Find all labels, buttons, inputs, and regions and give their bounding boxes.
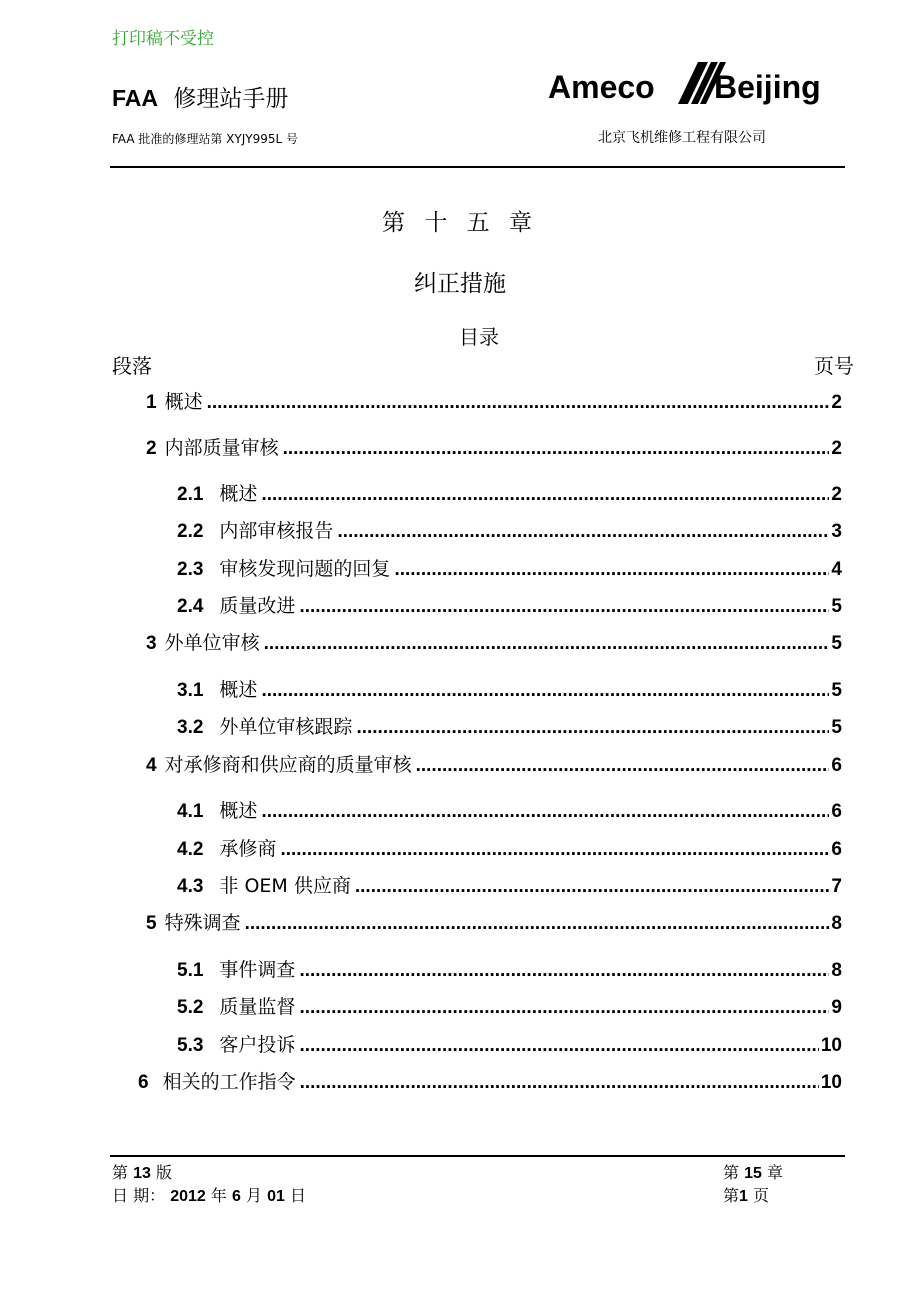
footer-date-label: 日 期： bbox=[112, 1186, 166, 1205]
toc-entry-page: 4 bbox=[831, 559, 842, 580]
footer-date-month: 6 bbox=[231, 1188, 241, 1205]
toc-entry[interactable] bbox=[146, 435, 842, 461]
toc-entry-page: 2 bbox=[831, 392, 842, 413]
toc-entry[interactable] bbox=[177, 677, 842, 703]
toc-entry-label: 概述 bbox=[164, 391, 203, 413]
toc-leader-dots bbox=[207, 390, 830, 416]
toc-entry-label: 概述 bbox=[219, 800, 258, 822]
toc-entry-number: 5 bbox=[146, 913, 157, 934]
footer-edition-suffix: 版 bbox=[156, 1163, 173, 1182]
toc-entry-number: 2.3 bbox=[177, 559, 204, 580]
toc-entry-page: 5 bbox=[831, 680, 842, 701]
toc-entry-label: 内部审核报告 bbox=[219, 520, 334, 542]
toc-entry[interactable] bbox=[177, 1032, 842, 1058]
chapter-number: 第 十 五 章 bbox=[382, 210, 538, 236]
toc-leader-dots bbox=[299, 958, 829, 984]
toc-entry-page: 10 bbox=[820, 1072, 842, 1093]
footer-page bbox=[723, 1183, 769, 1206]
toc-entry-label: 外单位审核跟踪 bbox=[219, 716, 353, 738]
footer-date bbox=[112, 1183, 306, 1206]
toc-leader-dots bbox=[337, 519, 829, 545]
toc-entry[interactable] bbox=[177, 957, 842, 983]
toc-entry-number: 4 bbox=[146, 755, 157, 776]
footer-page-number: 1 bbox=[739, 1188, 748, 1205]
toc-entry[interactable] bbox=[177, 798, 842, 824]
toc-entry-label: 内部质量审核 bbox=[164, 437, 279, 459]
toc-entry-page: 5 bbox=[831, 596, 842, 617]
toc-entry-number: 2.4 bbox=[177, 596, 204, 617]
footer-chapter-suffix: 章 bbox=[767, 1163, 784, 1182]
toc-entry-number: 3.1 bbox=[177, 680, 204, 701]
toc-entry-page: 9 bbox=[831, 997, 842, 1018]
footer-date-month-unit: 月 bbox=[245, 1186, 262, 1205]
manual-prefix: FAA bbox=[112, 85, 158, 111]
toc-entry-label: 相关的工作指令 bbox=[162, 1071, 296, 1093]
footer-date-year: 2012 bbox=[170, 1188, 206, 1205]
toc-entry[interactable] bbox=[177, 994, 842, 1020]
toc-entry-number: 4.2 bbox=[177, 839, 204, 860]
toc-entry-page: 2 bbox=[831, 484, 842, 505]
toc-entry-page: 10 bbox=[820, 1035, 842, 1056]
toc-entry-number: 5.2 bbox=[177, 997, 204, 1018]
uncontrolled-print-watermark: 打印稿不受控 bbox=[112, 29, 214, 49]
toc-leader-dots bbox=[280, 837, 829, 863]
toc-entry-page: 7 bbox=[831, 876, 842, 897]
toc-entry[interactable] bbox=[177, 873, 842, 899]
toc-entry[interactable] bbox=[146, 630, 842, 656]
toc-entry-number: 4.1 bbox=[177, 801, 204, 822]
toc-leader-dots bbox=[394, 557, 829, 583]
toc-entry[interactable] bbox=[146, 910, 842, 936]
toc-leader-dots bbox=[355, 874, 830, 900]
toc-entry-number: 2.2 bbox=[177, 521, 204, 542]
footer-chapter bbox=[723, 1160, 783, 1183]
toc-entry-page: 2 bbox=[831, 438, 842, 459]
toc-column-page: 页号 bbox=[814, 354, 854, 378]
footer-date-day-unit: 日 bbox=[289, 1186, 306, 1205]
toc-entry-label: 对承修商和供应商的质量审核 bbox=[164, 754, 412, 776]
toc-entry-page: 3 bbox=[831, 521, 842, 542]
toc-entry-page: 5 bbox=[831, 633, 842, 654]
toc-leader-dots bbox=[299, 1033, 818, 1059]
toc-entry-label: 概述 bbox=[219, 483, 258, 505]
ameco-beijing-logo bbox=[548, 60, 830, 108]
footer-edition-number: 13 bbox=[133, 1165, 151, 1182]
toc-leader-dots bbox=[283, 436, 830, 462]
footer-divider bbox=[110, 1155, 845, 1157]
toc-entry-number: 1 bbox=[146, 392, 157, 413]
manual-title bbox=[112, 80, 288, 113]
toc-entry-label: 事件调查 bbox=[219, 959, 296, 981]
footer-page-suffix: 页 bbox=[753, 1186, 770, 1205]
toc-entry-page: 6 bbox=[831, 755, 842, 776]
footer-page-prefix: 第 bbox=[723, 1186, 740, 1205]
toc-leader-dots bbox=[245, 911, 830, 937]
toc-leader-dots bbox=[264, 631, 830, 657]
toc-leader-dots bbox=[261, 678, 829, 704]
toc-entry[interactable] bbox=[177, 556, 842, 582]
toc-leader-dots bbox=[261, 799, 829, 825]
toc-entry-label: 外单位审核 bbox=[164, 632, 260, 654]
toc-entry-page: 5 bbox=[831, 717, 842, 738]
toc-entry-label: 质量改进 bbox=[219, 595, 296, 617]
toc-entry-page: 8 bbox=[831, 960, 842, 981]
footer-chapter-number: 15 bbox=[744, 1165, 762, 1182]
header-divider bbox=[110, 166, 845, 168]
manual-name: 修理站手册 bbox=[173, 86, 289, 112]
toc-entry-page: 6 bbox=[831, 839, 842, 860]
footer-edition-prefix: 第 bbox=[112, 1163, 129, 1182]
toc-entry[interactable] bbox=[177, 518, 842, 544]
toc-column-paragraph: 段落 bbox=[112, 354, 152, 378]
toc-entry-label: 审核发现问题的回复 bbox=[219, 558, 391, 580]
footer-date-day: 01 bbox=[267, 1188, 285, 1205]
chapter-title: 纠正措施 bbox=[414, 271, 506, 297]
toc-entry-label: 非 OEM 供应商 bbox=[219, 875, 351, 897]
toc-entry[interactable] bbox=[177, 714, 842, 740]
toc-entry-number: 3.2 bbox=[177, 717, 204, 738]
footer-chapter-prefix: 第 bbox=[723, 1163, 740, 1182]
footer-edition bbox=[112, 1160, 172, 1183]
toc-entry-number: 3 bbox=[146, 633, 157, 654]
toc-entry-label: 概述 bbox=[219, 679, 258, 701]
repair-station-number: FAA 批准的修理站第 XYJY995L 号 bbox=[112, 132, 299, 146]
toc-entry-number: 2.1 bbox=[177, 484, 204, 505]
toc-entry[interactable] bbox=[146, 389, 842, 415]
toc-leader-dots bbox=[261, 482, 829, 508]
toc-leader-dots bbox=[299, 594, 829, 620]
company-name: 北京飞机维修工程有限公司 bbox=[598, 130, 766, 146]
toc-entry-page: 8 bbox=[831, 913, 842, 934]
logo-text-beijing: Beijing bbox=[714, 69, 821, 105]
toc-entry-number: 6 bbox=[138, 1072, 149, 1093]
toc-entry-label: 特殊调查 bbox=[164, 912, 241, 934]
toc-entry[interactable] bbox=[177, 593, 842, 619]
toc-entry-label: 承修商 bbox=[219, 838, 277, 860]
toc-heading: 目录 bbox=[459, 325, 499, 349]
toc-entry[interactable] bbox=[177, 836, 842, 862]
footer-date-year-unit: 年 bbox=[210, 1186, 227, 1205]
toc-leader-dots bbox=[416, 753, 830, 779]
toc-entry[interactable] bbox=[146, 752, 842, 778]
toc-leader-dots bbox=[356, 715, 829, 741]
toc-entry-number: 5.1 bbox=[177, 960, 204, 981]
toc-entry-number: 5.3 bbox=[177, 1035, 204, 1056]
toc-leader-dots bbox=[299, 995, 829, 1021]
toc-entry-page: 6 bbox=[831, 801, 842, 822]
toc-entry-number: 2 bbox=[146, 438, 157, 459]
toc-entry-number: 4.3 bbox=[177, 876, 204, 897]
toc-entry[interactable] bbox=[138, 1069, 842, 1095]
toc-entry[interactable] bbox=[177, 481, 842, 507]
toc-leader-dots bbox=[300, 1070, 819, 1096]
toc-entry-label: 客户投诉 bbox=[219, 1034, 296, 1056]
toc-entry-label: 质量监督 bbox=[219, 996, 296, 1018]
logo-text-ameco: Ameco bbox=[548, 69, 655, 105]
